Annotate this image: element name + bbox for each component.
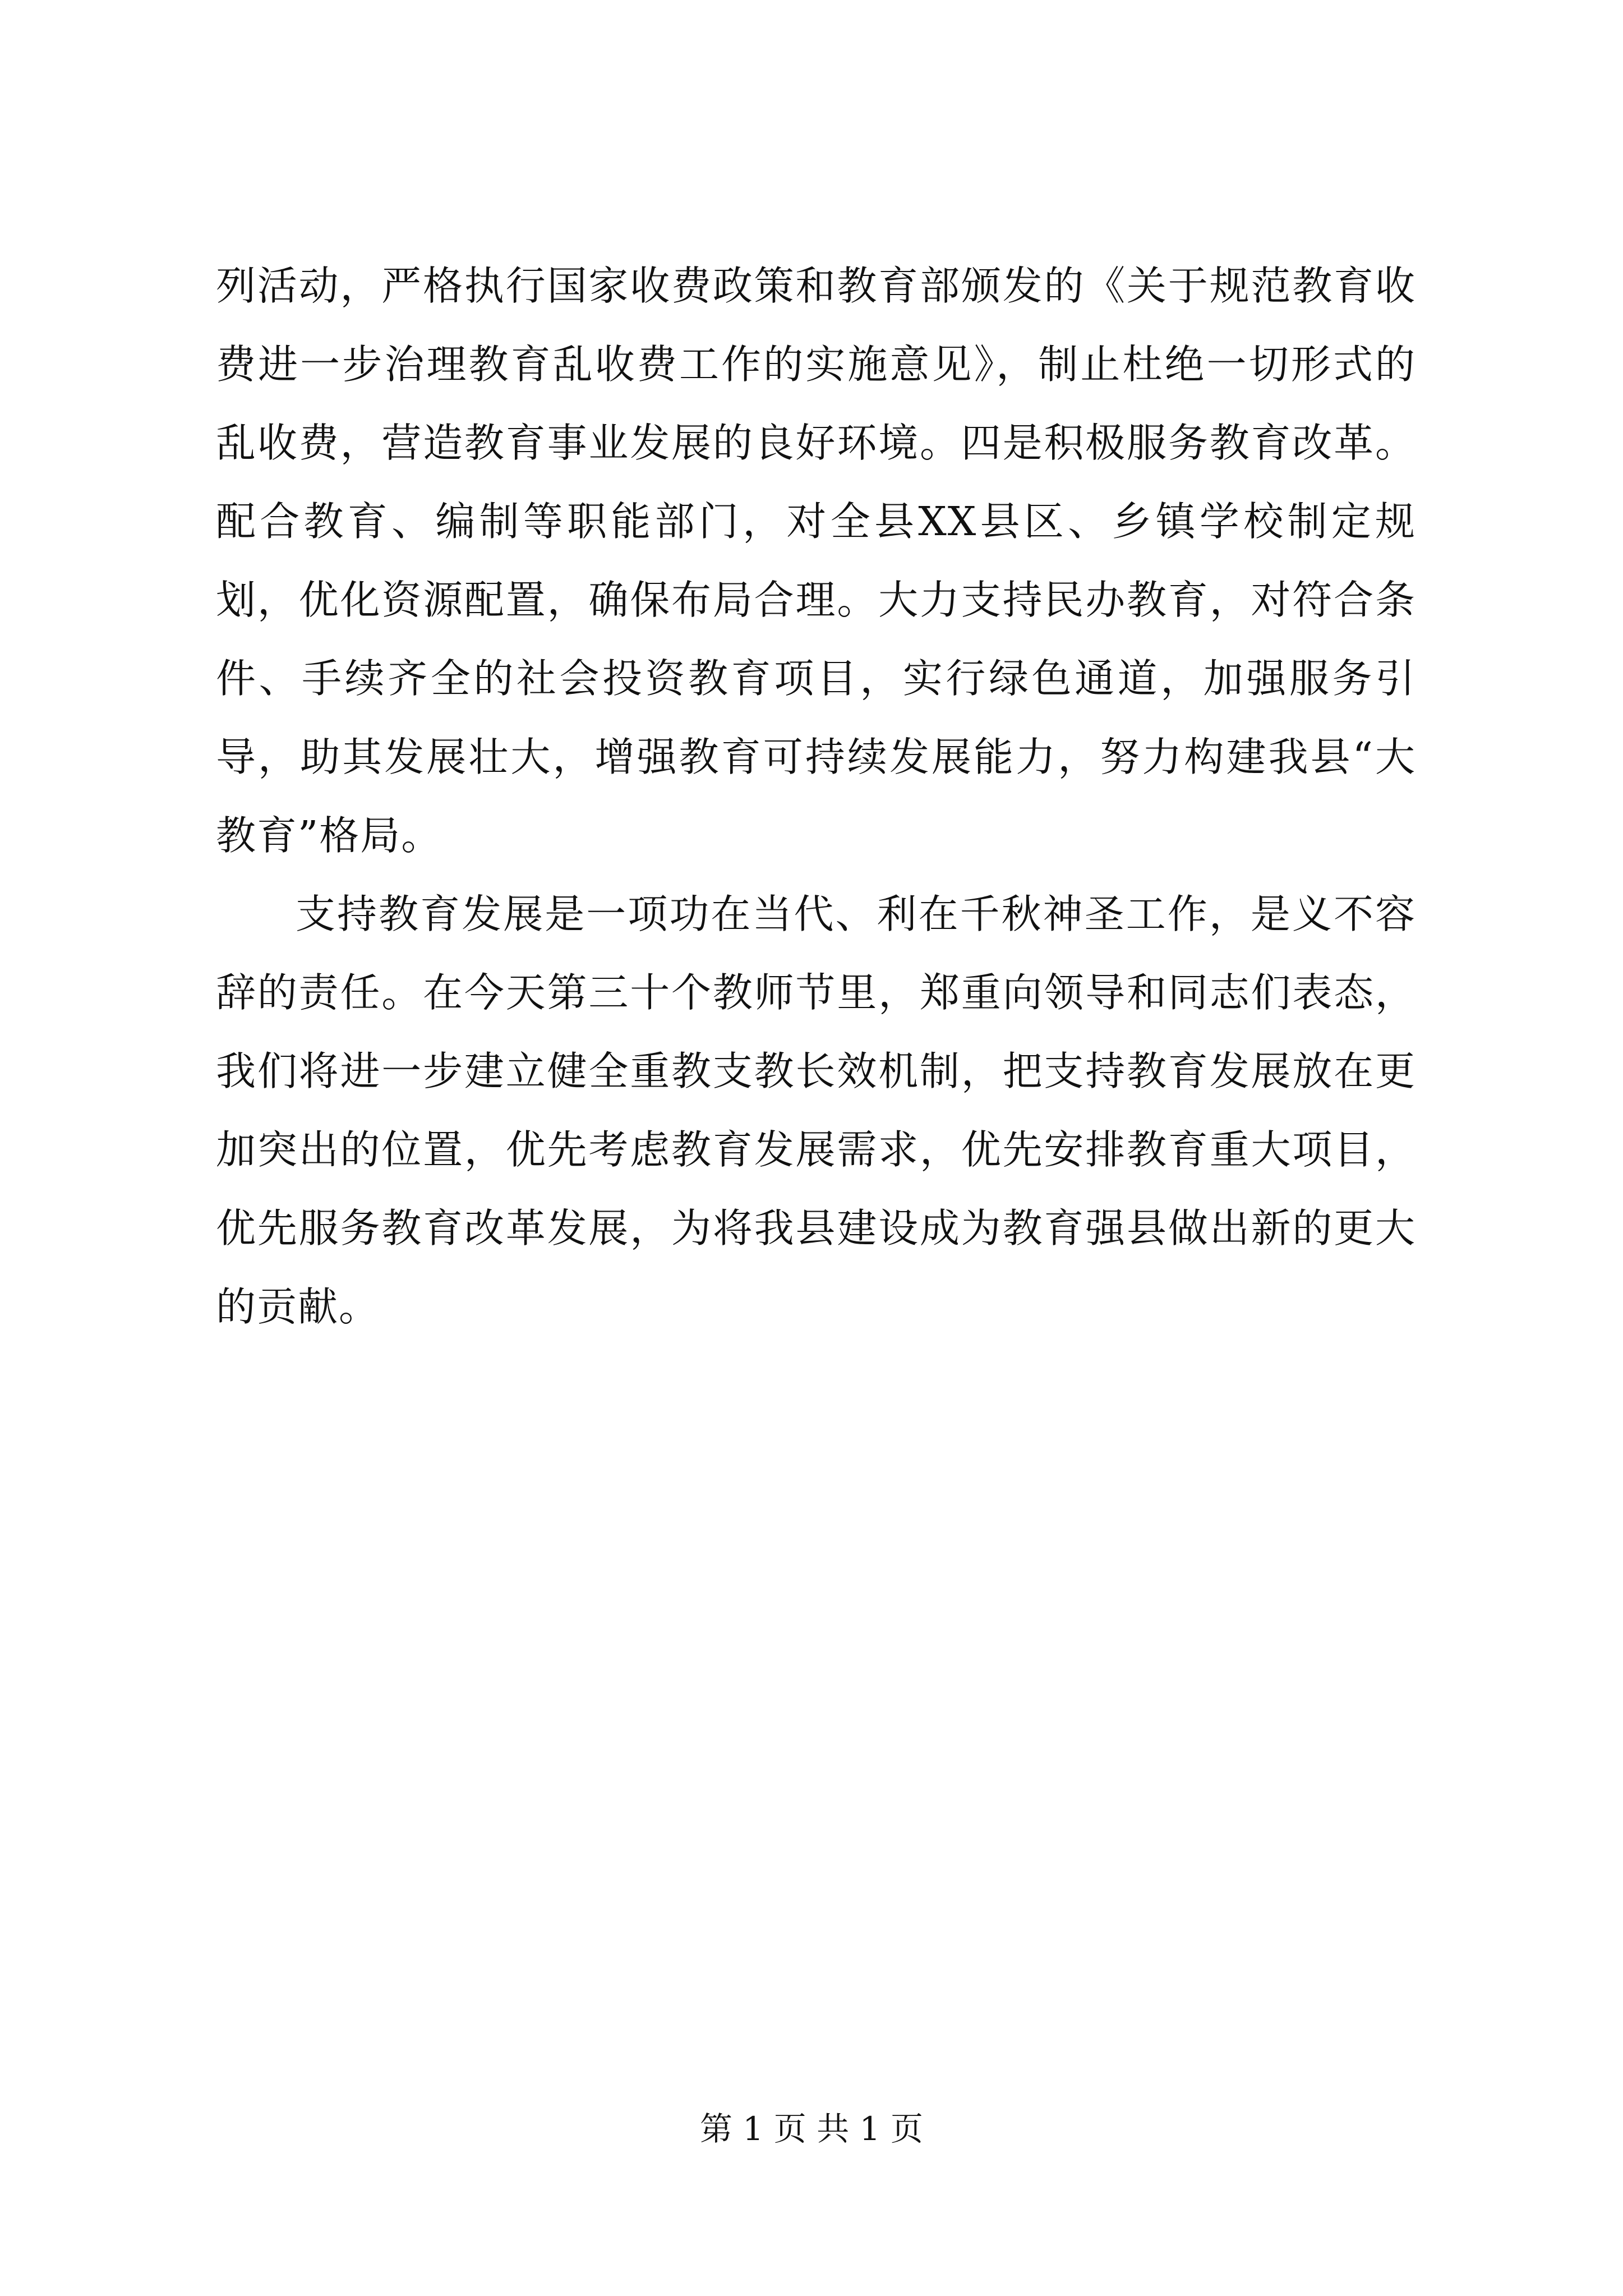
paragraph-2: 支持教育发展是一项功在当代、利在千秋神圣工作，是义不容辞的责任。在今天第三十个教师节里，郑重向领导和同志们表态，我们将进一步建立健全重教支教长效机制，把支持教育发展放在更加突出的位置，优先考虑教育发展需求，优先安排教育重大项目，优先服务教育改革发展，为将我县建设成为教育强县做出新的更大的贡献。 — [216, 891, 1416, 1330]
document-body — [216, 247, 1416, 1346]
paragraph-1: 列活动，严格执行国家收费政策和教育部颁发的《关于规范教育收费进一步治理教育乱收费工作的实施意见》，制止杜绝一切形式的乱收费，营造教育事业发展的良好环境。四是积极服务教育改革。配合教育、编制等职能部门，对全县XX县区、乡镇学校制定规划，优化资源配置，确保布局合理。大力支持民办教育，对符合条件、手续齐全的社会投资教育项目，实行绿色通道，加强服务引导，助其发展壮大，增强教育可持续发展能力，努力构建我县“大教育”格局。 — [216, 263, 1416, 859]
page-number-footer: 第 1 页 共 1 页 — [700, 2110, 923, 2148]
